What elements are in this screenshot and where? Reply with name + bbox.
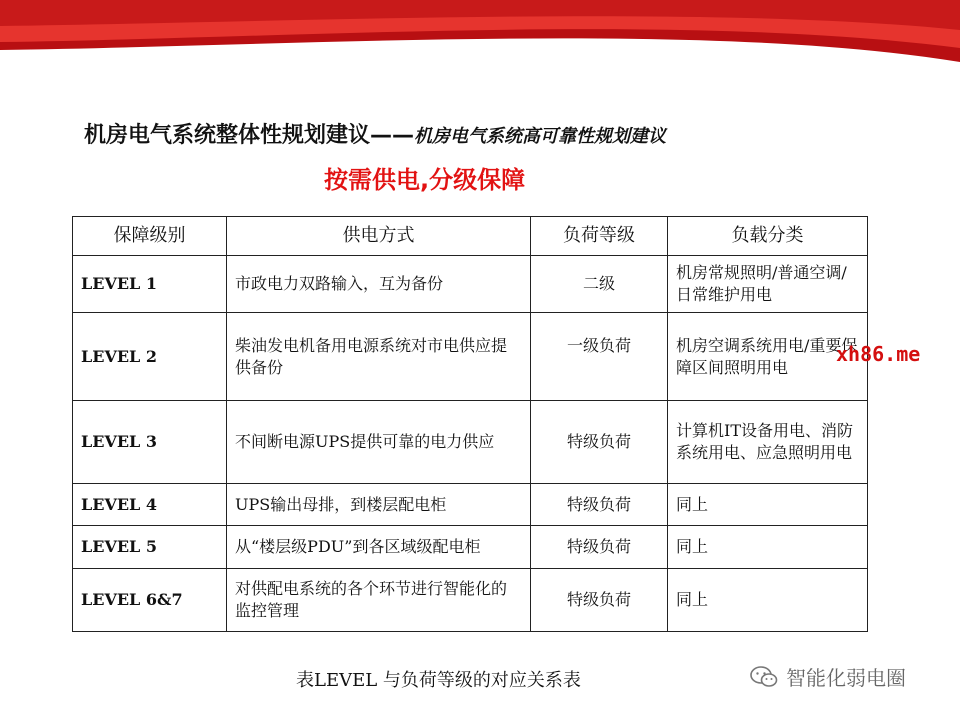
cell-grade: 特级负荷	[531, 484, 668, 526]
header-grade: 负荷等级	[531, 217, 668, 256]
title-main: 机房电气系统整体性规划建议——	[84, 123, 415, 148]
cell-grade: 特级负荷	[531, 526, 668, 569]
wechat-icon	[750, 665, 778, 689]
header-band	[0, 0, 960, 62]
slide-subtitle: 按需供电,分级保障	[324, 166, 526, 194]
slide-title	[84, 118, 666, 152]
table-header-row	[73, 217, 868, 256]
cell-grade: 特级负荷	[531, 569, 668, 632]
cell-supply: 市政电力双路输入，互为备份	[227, 256, 531, 313]
cell-grade: 二级	[531, 256, 668, 313]
header-level: 保障级别	[73, 217, 227, 256]
cell-load: 机房常规照明/普通空调/日常维护用电	[668, 256, 868, 313]
wechat-watermark	[750, 662, 906, 691]
cell-load: 同上	[668, 526, 868, 569]
table-row	[73, 256, 868, 313]
cell-level: LEVEL 2	[73, 313, 227, 401]
cell-load: 机房空调系统用电/重要保障区间照明用电	[668, 313, 868, 401]
table-row	[73, 484, 868, 526]
cell-grade: 一级负荷	[531, 313, 668, 401]
cell-supply: 柴油发电机备用电源系统对市电供应提供备份	[227, 313, 531, 401]
title-sub: 机房电气系统高可靠性规划建议	[414, 126, 667, 147]
cell-load: 同上	[668, 484, 868, 526]
table-caption: 表LEVEL 与负荷等级的对应关系表	[296, 670, 581, 691]
table-row	[73, 313, 868, 401]
cell-grade: 特级负荷	[531, 401, 668, 484]
cell-supply: 对供配电系统的各个环节进行智能化的监控管理	[227, 569, 531, 632]
cell-level: LEVEL 6&7	[73, 569, 227, 632]
header-supply: 供电方式	[227, 217, 531, 256]
table-row	[73, 526, 868, 569]
cell-supply: 从“楼层级PDU”到各区域级配电柜	[227, 526, 531, 569]
table-row	[73, 401, 868, 484]
cell-level: LEVEL 3	[73, 401, 227, 484]
cell-load: 同上	[668, 569, 868, 632]
table-row	[73, 569, 868, 632]
cell-supply: 不间断电源UPS提供可靠的电力供应	[227, 401, 531, 484]
cell-level: LEVEL 4	[73, 484, 227, 526]
cell-level: LEVEL 5	[73, 526, 227, 569]
watermark-site: xh86.me	[836, 342, 921, 366]
level-table	[72, 216, 868, 632]
cell-load: 计算机IT设备用电、消防系统用电、应急照明用电	[668, 401, 868, 484]
wechat-account-name: 智能化弱电圈	[786, 666, 906, 690]
cell-supply: UPS输出母排，到楼层配电柜	[227, 484, 531, 526]
header-load: 负载分类	[668, 217, 868, 256]
cell-level: LEVEL 1	[73, 256, 227, 313]
